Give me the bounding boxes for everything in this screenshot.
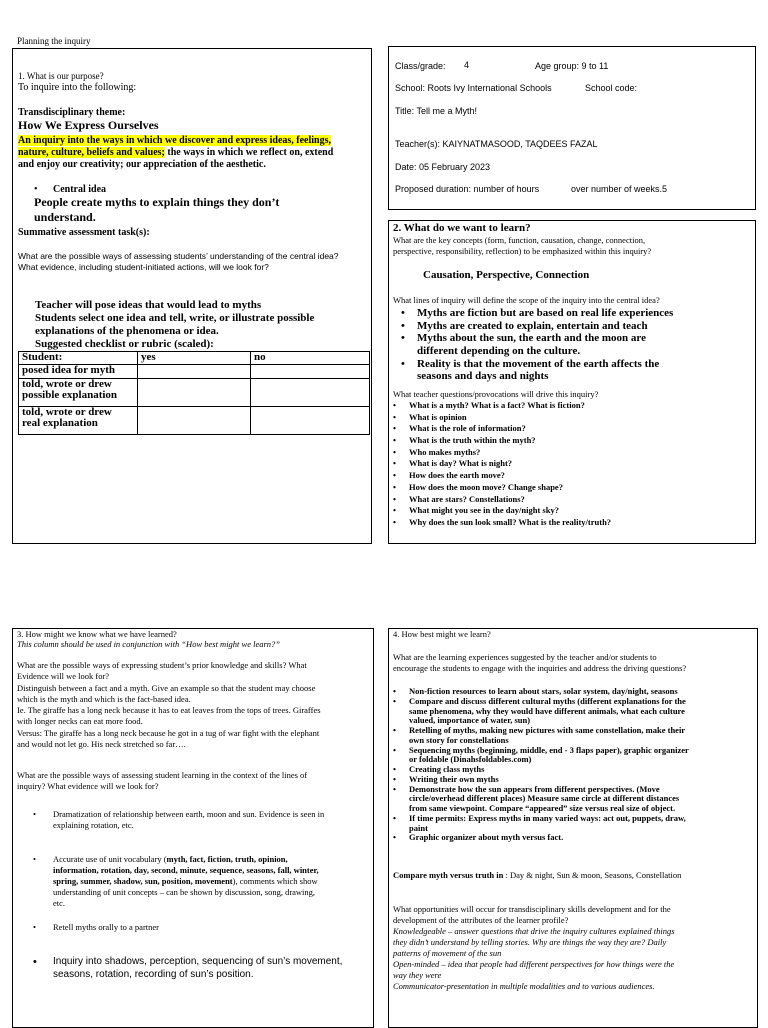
assess-question-1: What are the possible ways of assessing students’ understanding of the central idea? (18, 251, 339, 261)
vocabulary-line-1: Accurate use of unit vocabulary (myth, fact, fiction, truth, opinion, (53, 854, 288, 864)
prior-line: with longer necks can eat more food. (17, 716, 143, 726)
list-item: • What is the truth within the myth? (391, 436, 751, 448)
class-label: Class/grade: (395, 61, 446, 71)
prior-line: and would not let go. His neck stretched so far…. (17, 739, 186, 749)
list-item: • Why does the sun look small? What is the reality/truth? (391, 518, 751, 530)
opportunities-question-1: What opportunities will occur for transdisciplinary skills development and for the (393, 904, 671, 914)
class-value: 4 (464, 60, 470, 70)
bullet-glyph: • (33, 854, 36, 864)
know-heading: 3. How might we know what we have learned? (17, 629, 177, 639)
central-idea-line-2: understand. (34, 210, 96, 224)
vocabulary-line-2: information, rotation, day, second, minute, sequence, seasons, fall, winter, (53, 865, 319, 875)
central-idea-label: Central idea (53, 184, 107, 195)
task-line-3: explanations of the phenomena or idea. (35, 325, 219, 337)
bullet-glyph: • (33, 922, 36, 932)
list-item: • Myths about the sun, the earth and the moon are different depending on the culture. (399, 332, 749, 357)
rubric-cell (251, 364, 370, 378)
school-code: School code: (585, 83, 638, 93)
assess-learning-question-2: inquiry? What evidence will we look for? (17, 781, 159, 791)
unit-title: Title: Tell me a Myth! (395, 106, 478, 116)
rubric-cell: posed idea for myth (19, 364, 138, 378)
school-name: School: Roots Ivy International Schools (395, 83, 552, 93)
list-item: • Compare and discuss different cultural myths (different explanations for the same phenomena, why they would have different animals, what each culture valued, importance of water, sun) (391, 697, 753, 726)
list-item: • What is a myth? What is a fact? What is fiction? (391, 401, 751, 413)
learn-best-heading: 4. How best might we learn? (393, 629, 491, 639)
central-idea-line-1: People create myths to explain things they don’t (34, 195, 280, 209)
rubric-cell (138, 378, 251, 406)
dramatization-line-2: explaining rotation, etc. (53, 820, 134, 830)
opportunities-question-2: development of the attributes of the learner profile? (393, 915, 569, 925)
vocabulary-line-3: spring, summer, shadow, sun, position, movement), comments which show (53, 876, 318, 886)
vocabulary-line-4: understanding of unit concepts – can be shown by discussion, song, drawing, (53, 887, 316, 897)
task-line-1: Teacher will pose ideas that would lead to myths (35, 299, 262, 311)
list-item: • What might you see in the day/night sky? (391, 506, 751, 518)
prior-line: Distinguish between a fact and a myth. Give an example so that the student may choose (17, 683, 316, 693)
lines-question: What lines of inquiry will define the scope of the inquiry into the central idea? (393, 295, 660, 305)
profile-line: patterns of movement of the sun (393, 948, 502, 958)
table-row (19, 352, 370, 365)
list-item: • Graphic organizer about myth versus fact. (391, 833, 753, 843)
table-row (19, 364, 370, 378)
rubric-header-no: no (251, 352, 370, 365)
list-item: • What are stars? Constellations? (391, 495, 751, 507)
unit-date: Date: 05 February 2023 (395, 162, 491, 172)
prior-line: which is the myth and which is the fact-based idea. (17, 694, 191, 704)
page-title: Planning the inquiry (17, 36, 91, 46)
rubric-cell: told, wrote or drew possible explanation (19, 378, 138, 406)
list-item: • How does the moon move? Change shape? (391, 483, 751, 495)
prior-question-2: Evidence will we look for? (17, 671, 110, 681)
rubric-cell (251, 378, 370, 406)
lines-of-inquiry (399, 307, 749, 383)
list-item: • Non-fiction resources to learn about stars, solar system, day/night, seasons (391, 687, 753, 697)
list-item: • Demonstrate how the sun appears from different perspectives. (Move circle/overhead different places) Measure same circle at different distances from same viewpoint. Compare “appeared” size versus real size of object. (391, 785, 753, 814)
assess-learning-question-1: What are the possible ways of assessing student learning in the context of the lines of (17, 770, 308, 780)
list-item: • Myths are created to explain, entertain and teach (399, 320, 749, 333)
theme-name: How We Express Ourselves (18, 118, 159, 132)
learning-goals-panel (388, 220, 756, 544)
unit-info-panel (388, 46, 756, 210)
list-item: • Retelling of myths, making new pictures with same constellation, make their own story for constellations (391, 726, 753, 746)
profile-line: Communicator-presentation in multiple modalities and to various audiences. (393, 981, 655, 991)
teacher-questions-label: What teacher questions/provocations will drive this inquiry? (393, 389, 599, 399)
table-row (19, 406, 370, 434)
teachers: Teacher(s): KAIYNATMASOOD, TAQDEES FAZAL (395, 139, 598, 149)
inquiry-shadows-line-1: Inquiry into shadows, perception, sequencing of sun’s movement, (53, 956, 343, 967)
know-subheading: This column should be used in conjunction with “How best might we learn?” (17, 639, 281, 649)
table-row (19, 378, 370, 406)
inquiry-shadows-line-2: seasons, rotation, recording of sun’s position. (53, 969, 254, 980)
bullet-glyph: • (33, 809, 36, 819)
duration-weeks: over number of weeks.5 (571, 184, 668, 194)
age-group: Age group: 9 to 11 (535, 61, 609, 71)
theme-label: Transdisciplinary theme: (18, 107, 126, 118)
theme-desc-line-1: An inquiry into the ways in which we discover and express ideas, feelings, (18, 135, 331, 146)
rubric-header-yes: yes (138, 352, 251, 365)
list-item: • Who makes myths? (391, 448, 751, 460)
task-line-4: Suggested checklist or rubric (scaled): (35, 338, 214, 350)
assessment-panel (12, 628, 374, 1028)
compare-line: Compare myth versus truth in : Day & night, Sun & moon, Seasons, Constellation (393, 870, 682, 880)
list-item: • Myths are fiction but are based on real life experiences (399, 307, 749, 320)
rubric-table (18, 351, 370, 435)
theme-desc-line-3: and enjoy our creativity; our appreciation of the aesthetic. (18, 159, 266, 170)
purpose-panel (12, 48, 372, 544)
profile-line: way they were (393, 970, 442, 980)
list-item: • Reality is that the movement of the earth affects the seasons and days and nights (399, 358, 749, 383)
learning-experiences-list (391, 687, 753, 843)
assess-question-2: What evidence, including student-initiated actions, will we look for? (18, 262, 269, 272)
list-item: • What is day? What is night? (391, 459, 751, 471)
dramatization-line-1: Dramatization of relationship between earth, moon and sun. Evidence is seen in (53, 809, 325, 819)
profile-line: Open-minded – idea that people had different perspectives for how things were the (393, 959, 675, 969)
list-item: • Writing their own myths (391, 775, 753, 785)
rubric-cell (138, 406, 251, 434)
profile-line: they didn’t understand by telling stories. Why are things the way they are? Daily (393, 937, 667, 947)
prior-question-1: What are the possible ways of expressing student’s prior knowledge and skills? What (17, 660, 307, 670)
list-item: • Sequencing myths (beginning, middle, end - 3 flaps paper), graphic organizer or foldable (Dinahsfoldables.com) (391, 746, 753, 766)
concepts-question-1: What are the key concepts (form, function, causation, change, connection, (393, 235, 646, 245)
concepts-question-2: perspective, responsibility, reflection) to be emphasized within this inquiry? (393, 246, 652, 256)
task-line-2: Students select one idea and tell, write, or illustrate possible (35, 312, 315, 324)
vocabulary-line-5: etc. (53, 898, 66, 908)
rubric-cell: told, wrote or drew real explanation (19, 406, 138, 434)
list-item: • What is the role of information? (391, 424, 751, 436)
list-item: • What is opinion (391, 413, 751, 425)
list-item: • How does the earth move? (391, 471, 751, 483)
list-item: • Creating class myths (391, 765, 753, 775)
teacher-questions (391, 401, 751, 530)
rubric-cell (251, 406, 370, 434)
prior-line: Ie. The giraffe has a long neck because it has to eat leaves from the tops of trees. Giraffes (17, 705, 321, 715)
prior-line: Versus: The giraffe has a long neck because he got in a tug of war fight with the elephant (17, 728, 320, 738)
rubric-header-student: Student: (19, 352, 138, 365)
key-concepts: Causation, Perspective, Connection (423, 269, 590, 281)
bullet-glyph: • (33, 956, 37, 968)
theme-desc-line-2: nature, culture, beliefs and values; the ways in which we reflect on, extend (18, 147, 334, 158)
summative-label: Summative assessment task(s): (18, 227, 150, 238)
profile-line: Knowledgeable – answer questions that drive the inquiry cultures explained things (393, 926, 675, 936)
learn-best-intro-1: What are the learning experiences suggested by the teacher and/or students to (393, 652, 657, 662)
learn-heading: 2. What do we want to learn? (393, 222, 531, 234)
rubric-cell (138, 364, 251, 378)
learn-best-intro-2: encourage the students to engage with the inquiries and address the driving questions? (393, 663, 687, 673)
learning-experiences-panel (388, 628, 758, 1028)
retell-line: Retell myths orally to a partner (53, 922, 159, 932)
purpose-line: To inquire into the following: (18, 82, 137, 93)
central-idea-bullet: • (34, 184, 38, 195)
duration-hours: Proposed duration: number of hours (395, 184, 540, 194)
purpose-heading: 1. What is our purpose? (18, 71, 104, 81)
list-item: • If time permits: Express myths in many varied ways: act out, puppets, draw, paint (391, 814, 753, 834)
